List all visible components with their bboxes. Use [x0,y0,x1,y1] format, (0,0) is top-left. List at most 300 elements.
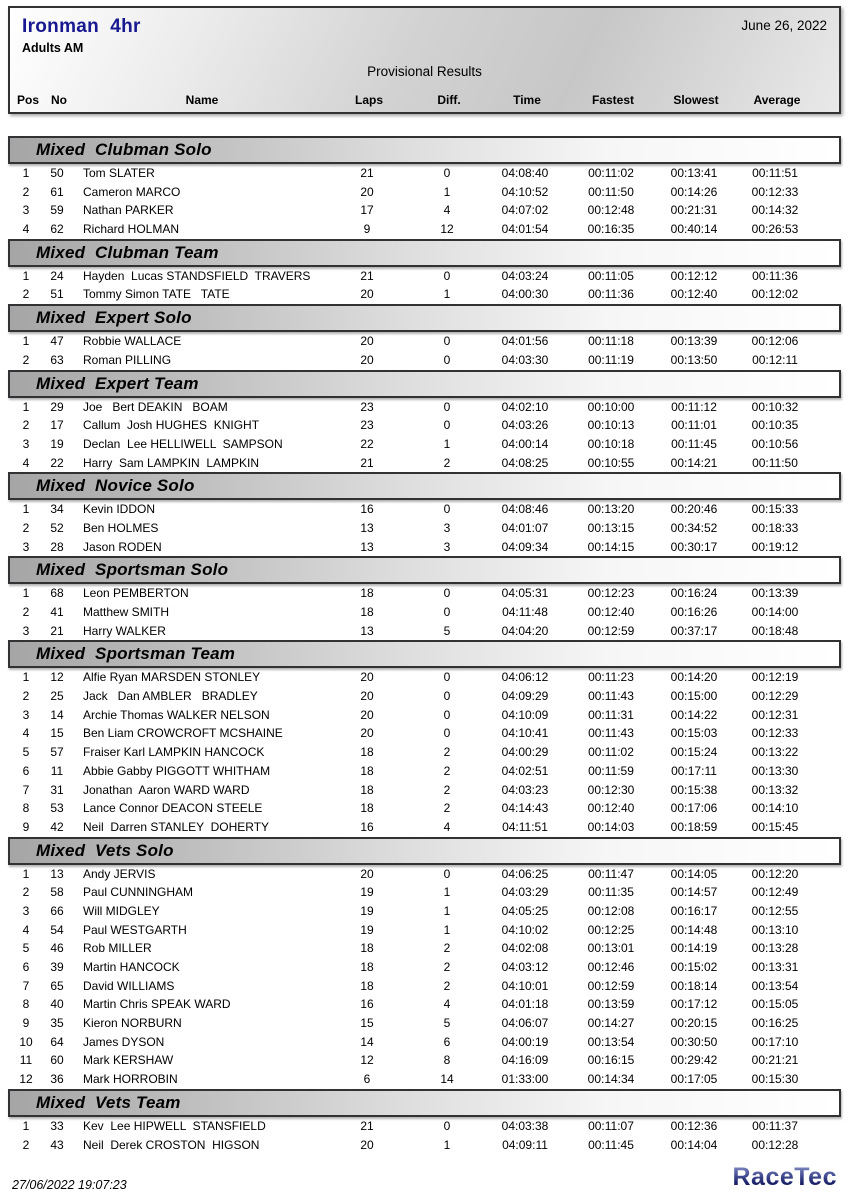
cell-no: 57 [50,745,64,760]
cell-fastest: 00:14:03 [587,819,635,834]
cell-pos: 7 [22,978,30,993]
table-row [8,995,841,1014]
cell-pos: 7 [22,782,30,797]
cell-fastest: 00:10:18 [587,436,635,451]
cell-no: 59 [50,203,64,218]
cell-time: 04:01:07 [501,520,549,535]
cell-slowest: 00:15:38 [670,782,718,797]
print-timestamp: 27/06/2022 19:07:23 [12,1178,127,1192]
cell-laps: 22 [360,436,374,451]
cell-pos: 5 [22,941,30,956]
cell-time: 04:02:08 [501,941,549,956]
cell-fastest: 00:10:00 [587,399,635,414]
cell-diff: 1 [443,436,451,451]
section-header: Mixed Sportsman Solo [8,556,841,584]
cell-no: 14 [50,707,64,722]
cell-slowest: 00:17:12 [670,997,718,1012]
cell-pos: 2 [22,184,30,199]
cell-time: 04:11:51 [502,819,548,834]
table-row [8,454,841,473]
cell-average: 00:13:39 [751,586,799,601]
table-row [8,584,841,603]
cell-pos: 3 [22,203,30,218]
cell-diff: 8 [443,1053,451,1068]
cell-laps: 18 [360,801,374,816]
cell-name: Declan Lee HELLIWELL SAMPSON [83,436,283,451]
cell-slowest: 00:12:36 [670,1118,718,1133]
cell-average: 00:13:30 [751,763,799,778]
cell-name: Martin HANCOCK [83,960,180,974]
table-row [8,865,841,884]
table-row [8,668,841,687]
cell-laps: 23 [360,418,374,433]
table-row [8,538,841,557]
cell-diff: 0 [443,166,451,180]
section-header: Mixed Expert Solo [8,304,841,332]
cell-diff: 0 [443,352,451,367]
cell-time: 04:06:07 [501,1016,549,1031]
cell-time: 04:10:01 [501,978,549,993]
cell-slowest: 00:14:04 [670,1137,718,1152]
table-row [8,351,841,370]
cell-diff: 14 [440,1072,454,1087]
cell-laps: 13 [360,539,374,554]
cell-diff: 3 [443,539,451,554]
cell-diff: 0 [443,586,451,601]
cell-average: 00:16:25 [751,1016,799,1031]
cell-slowest: 00:13:39 [670,334,718,349]
cell-diff: 0 [443,866,451,881]
table-row [8,603,841,622]
cell-name: Mark KERSHAW [83,1053,174,1068]
cell-pos: 6 [22,960,30,974]
cell-name: Leon PEMBERTON [83,586,189,601]
cell-no: 19 [50,436,64,451]
cell-pos: 8 [22,801,30,816]
event-date: June 26, 2022 [741,18,827,33]
table-row [8,724,841,743]
section-header: Mixed Clubman Solo [8,136,841,164]
cell-fastest: 00:13:20 [587,502,635,517]
cell-time: 04:09:29 [501,689,549,704]
cell-average: 00:12:06 [751,334,799,349]
cell-diff: 0 [443,418,451,433]
cell-diff: 0 [443,399,451,414]
cell-fastest: 00:10:55 [587,455,635,470]
cell-diff: 2 [443,455,451,470]
cell-pos: 1 [22,334,30,349]
column-header-fastest: Fastest [591,93,635,107]
cell-laps: 18 [360,782,374,797]
cell-slowest: 00:13:41 [670,166,718,180]
cell-average: 00:12:31 [751,707,799,722]
cell-fastest: 00:11:50 [588,184,634,199]
cell-slowest: 00:15:03 [670,726,718,741]
cell-pos: 2 [22,352,30,367]
cell-pos: 12 [19,1072,33,1087]
cell-average: 00:10:35 [751,418,799,433]
table-row [8,519,841,538]
cell-name: Abbie Gabby PIGGOTT WHITHAM [83,763,271,778]
table-row [8,1014,841,1033]
cell-pos: 2 [22,418,30,433]
cell-fastest: 00:11:36 [588,287,634,302]
cell-time: 04:03:23 [501,782,549,797]
cell-name: Jack Dan AMBLER BRADLEY [83,689,258,704]
cell-pos: 1 [22,399,30,414]
cell-diff: 12 [440,222,454,237]
cell-fastest: 00:16:15 [587,1053,635,1068]
cell-pos: 1 [22,268,30,283]
cell-pos: 3 [22,436,30,451]
cell-time: 04:10:52 [501,184,549,199]
cell-laps: 12 [360,1053,374,1068]
cell-diff: 0 [443,670,451,685]
cell-laps: 20 [360,866,374,881]
cell-slowest: 00:14:22 [670,707,718,722]
cell-diff: 0 [443,689,451,704]
cell-no: 28 [50,539,64,554]
cell-time: 04:08:40 [501,166,549,180]
cell-fastest: 00:11:02 [588,745,634,760]
table-row [8,201,841,220]
section-header: Mixed Vets Solo [8,837,841,865]
cell-diff: 4 [443,203,451,218]
cell-diff: 5 [443,1016,451,1031]
cell-laps: 19 [360,885,374,900]
cell-slowest: 00:29:42 [670,1053,718,1068]
cell-slowest: 00:17:05 [670,1072,718,1087]
table-row [8,267,841,286]
cell-name: Harry Sam LAMPKIN LAMPKIN [83,455,260,470]
cell-laps: 18 [360,978,374,993]
cell-average: 00:13:28 [751,941,799,956]
cell-average: 00:19:12 [751,539,799,554]
cell-time: 04:03:12 [501,960,549,974]
cell-diff: 2 [443,763,451,778]
cell-diff: 2 [443,782,451,797]
cell-laps: 19 [360,903,374,918]
cell-pos: 1 [22,866,30,881]
cell-no: 61 [50,184,64,199]
cell-no: 65 [50,978,64,993]
cell-time: 04:05:31 [501,586,549,601]
cell-time: 04:01:56 [501,334,549,349]
cell-time: 04:00:29 [501,745,549,760]
cell-name: Kev Lee HIPWELL STANSFIELD [83,1118,266,1133]
cell-average: 00:10:32 [751,399,799,414]
cell-no: 21 [50,623,64,638]
cell-fastest: 00:11:45 [588,1137,634,1152]
results-status-label: Provisional Results [367,64,482,79]
cell-name: Fraiser Karl LAMPKIN HANCOCK [83,745,265,760]
cell-no: 39 [50,960,64,974]
cell-fastest: 00:11:43 [588,726,634,741]
section-header: Mixed Sportsman Team [8,640,841,668]
cell-slowest: 00:12:12 [670,268,718,283]
table-row [8,977,841,996]
cell-laps: 18 [360,586,374,601]
cell-no: 31 [50,782,64,797]
cell-fastest: 00:13:59 [587,997,635,1012]
cell-pos: 3 [22,623,30,638]
table-row [8,921,841,940]
cell-laps: 20 [360,726,374,741]
cell-fastest: 00:11:23 [588,670,634,685]
cell-fastest: 00:12:30 [587,782,635,797]
cell-name: Ben Liam CROWCROFT MCSHAINE [83,726,283,741]
section-header: Mixed Novice Solo [8,472,841,500]
cell-average: 00:11:50 [752,455,798,470]
cell-laps: 20 [360,287,374,302]
cell-laps: 13 [360,520,374,535]
cell-slowest: 00:14:19 [670,941,718,956]
cell-average: 00:11:37 [752,1118,798,1133]
cell-pos: 2 [22,689,30,704]
cell-time: 04:11:48 [502,605,548,619]
cell-pos: 1 [22,670,30,685]
cell-name: Jason RODEN [83,539,162,554]
table-row [8,435,841,454]
column-header-diff: Diff. [437,93,461,107]
cell-name: Tommy Simon TATE TATE [83,287,230,302]
cell-average: 00:10:56 [751,436,799,451]
cell-slowest: 00:14:57 [670,885,718,900]
cell-time: 04:14:43 [501,801,549,816]
cell-fastest: 00:13:54 [587,1034,635,1049]
cell-time: 04:09:34 [501,539,549,554]
cell-laps: 6 [363,1072,371,1087]
cell-time: 04:00:30 [501,287,549,302]
cell-no: 15 [50,726,64,741]
cell-name: Rob MILLER [83,941,152,956]
title-row [10,8,839,38]
cell-time: 01:33:00 [501,1072,549,1087]
cell-pos: 5 [22,745,30,760]
cell-no: 35 [50,1016,64,1031]
cell-no: 29 [50,399,64,414]
cell-average: 00:17:10 [751,1034,799,1049]
cell-pos: 6 [22,763,30,778]
cell-average: 00:13:32 [751,782,799,797]
cell-diff: 4 [443,997,451,1012]
cell-laps: 17 [360,203,374,218]
cell-diff: 6 [443,1034,451,1049]
column-header-time: Time [513,93,541,107]
cell-no: 42 [50,819,64,834]
cell-slowest: 00:30:50 [670,1034,718,1049]
cell-average: 00:12:49 [751,885,799,900]
section-header: Mixed Vets Team [8,1089,841,1117]
cell-diff: 0 [443,605,451,619]
cell-laps: 15 [360,1016,374,1031]
cell-pos: 1 [22,586,30,601]
cell-pos: 2 [22,1137,30,1152]
table-row [8,1070,841,1089]
cell-fastest: 00:12:25 [587,922,635,937]
table-row [8,220,841,239]
column-header-row [10,93,839,107]
cell-average: 00:13:54 [751,978,799,993]
cell-laps: 13 [360,623,374,638]
cell-slowest: 00:34:52 [670,520,718,535]
cell-laps: 18 [360,763,374,778]
cell-no: 13 [50,866,64,881]
cell-average: 00:15:33 [751,502,799,517]
cell-name: Ben HOLMES [83,520,159,535]
cell-diff: 0 [443,502,451,517]
cell-fastest: 00:11:59 [588,763,634,778]
cell-laps: 20 [360,689,374,704]
cell-slowest: 00:15:00 [670,689,718,704]
cell-slowest: 00:14:21 [670,455,718,470]
section-header: Mixed Clubman Team [8,239,841,267]
cell-fastest: 00:12:40 [587,801,635,816]
cell-slowest: 00:14:05 [670,866,718,881]
table-row [8,902,841,921]
cell-no: 50 [50,166,64,180]
cell-pos: 4 [22,455,30,470]
cell-pos: 10 [19,1034,33,1049]
cell-name: Cameron MARCO [83,184,181,199]
page-header [8,6,841,114]
cell-no: 47 [50,334,64,349]
cell-diff: 0 [443,707,451,722]
cell-pos: 4 [22,222,30,237]
cell-average: 00:12:29 [751,689,799,704]
cell-average: 00:12:20 [751,866,799,881]
cell-slowest: 00:11:01 [671,418,717,433]
cell-average: 00:13:10 [751,922,799,937]
cell-laps: 20 [360,1137,374,1152]
cell-fastest: 00:12:08 [587,903,635,918]
cell-no: 60 [50,1053,64,1068]
table-row [8,622,841,641]
cell-fastest: 00:13:01 [587,941,635,956]
cell-laps: 21 [360,166,374,180]
cell-laps: 23 [360,399,374,414]
cell-name: Roman PILLING [83,352,172,367]
cell-average: 00:15:30 [751,1072,799,1087]
cell-pos: 9 [22,819,30,834]
cell-slowest: 00:16:26 [670,605,718,619]
cell-no: 51 [50,287,64,302]
cell-fastest: 00:11:43 [588,689,634,704]
cell-no: 62 [50,222,64,237]
table-row [8,1051,841,1070]
cell-time: 04:03:29 [501,885,549,900]
cell-time: 04:10:09 [501,707,549,722]
cell-no: 66 [50,903,64,918]
event-title: Ironman 4hr [22,16,141,37]
cell-name: Archie Thomas WALKER NELSON [83,707,270,722]
cell-time: 04:09:11 [502,1137,548,1152]
cell-diff: 1 [443,287,451,302]
cell-no: 22 [50,455,64,470]
results-sections [8,136,841,1154]
table-row [8,1136,841,1155]
column-header-name: Name [185,93,219,107]
cell-pos: 1 [22,166,30,180]
cell-name: Harry WALKER [83,623,166,638]
cell-laps: 16 [360,997,374,1012]
table-row [8,706,841,725]
table-row [8,183,841,202]
cell-no: 63 [50,352,64,367]
section-header: Mixed Expert Team [8,370,841,398]
cell-no: 68 [50,586,64,601]
cell-slowest: 00:13:50 [670,352,718,367]
cell-fastest: 00:13:15 [587,520,635,535]
cell-no: 46 [50,941,64,956]
column-header-pos: Pos [16,93,39,107]
cell-name: Andy JERVIS [83,866,156,881]
cell-laps: 21 [360,1118,374,1133]
cell-time: 04:06:25 [501,866,549,881]
table-row [8,939,841,958]
cell-laps: 20 [360,670,374,685]
cell-laps: 20 [360,184,374,199]
cell-no: 24 [50,268,64,283]
cell-average: 00:11:36 [752,268,798,283]
cell-time: 04:03:30 [501,352,549,367]
cell-diff: 0 [443,1118,451,1133]
table-row [8,958,841,977]
table-row [8,398,841,417]
cell-name: Tom SLATER [83,166,155,180]
cell-time: 04:04:20 [501,623,549,638]
cell-slowest: 00:20:15 [670,1016,718,1031]
cell-fastest: 00:12:23 [587,586,635,601]
cell-diff: 1 [443,1137,451,1152]
cell-diff: 1 [443,922,451,937]
table-row [8,500,841,519]
table-row [8,818,841,837]
cell-diff: 2 [443,801,451,816]
table-row [8,687,841,706]
cell-diff: 5 [443,623,451,638]
cell-average: 00:12:33 [751,726,799,741]
cell-laps: 18 [360,960,374,974]
cell-pos: 4 [22,922,30,937]
cell-name: Will MIDGLEY [83,903,160,918]
page-footer [8,1163,841,1192]
cell-diff: 1 [443,885,451,900]
cell-fastest: 00:14:27 [587,1016,635,1031]
cell-laps: 21 [360,455,374,470]
cell-time: 04:05:25 [501,903,549,918]
cell-average: 00:13:22 [751,745,799,760]
cell-slowest: 00:11:45 [671,436,717,451]
cell-name: Neil Derek CROSTON HIGSON [83,1137,260,1152]
cell-time: 04:16:09 [501,1053,549,1068]
cell-no: 64 [50,1034,64,1049]
cell-diff: 1 [443,184,451,199]
cell-laps: 20 [360,352,374,367]
cell-average: 00:14:00 [751,605,799,619]
cell-pos: 4 [22,726,30,741]
cell-pos: 3 [22,903,30,918]
cell-diff: 2 [443,745,451,760]
cell-pos: 2 [22,287,30,302]
cell-average: 00:13:31 [751,960,799,974]
cell-pos: 2 [22,885,30,900]
cell-no: 41 [50,605,64,619]
cell-fastest: 00:12:40 [587,605,635,619]
cell-diff: 2 [443,941,451,956]
cell-no: 54 [50,922,64,937]
cell-pos: 2 [22,605,30,619]
